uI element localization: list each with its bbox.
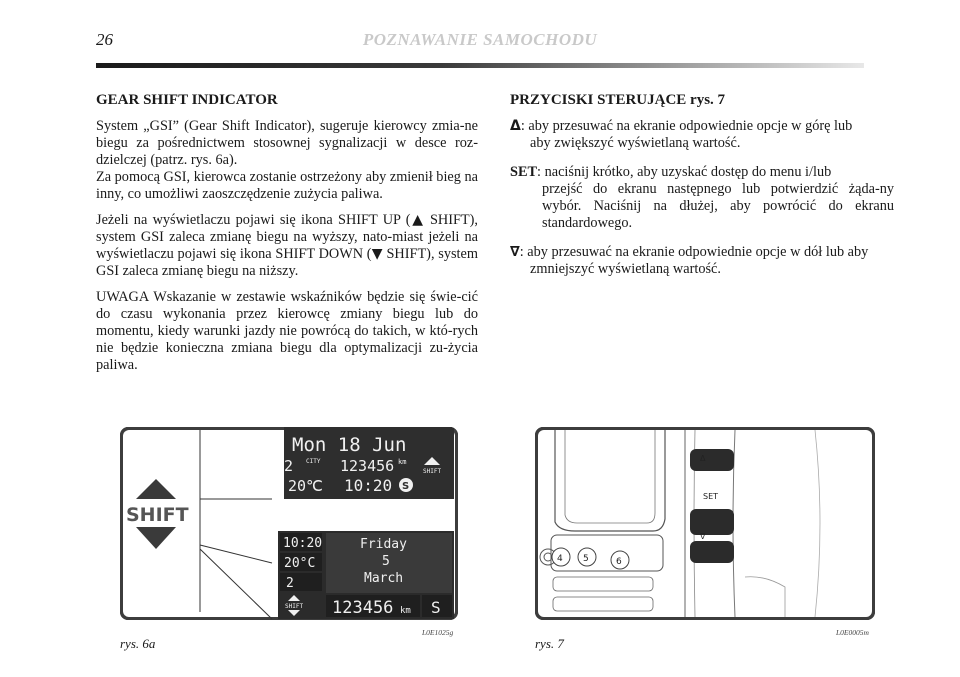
bottom-day: Friday [360, 537, 407, 552]
arrow-up-icon: ▲ [410, 212, 425, 228]
set-text: : naciśnij krótko, aby uzyskać dostęp do menu i/lub [537, 164, 832, 180]
top-gear: 2 [284, 457, 294, 475]
down-button-label: ∇ [700, 532, 706, 541]
header-rule [96, 63, 864, 68]
top-date: Mon 18 Jun [292, 434, 407, 456]
gsi-note: UWAGA Wskazanie w zestawie wskaźników będzie się świe-cić do czasu wykonania przez kierowcę zmiany biegu lub do momentu, kiedy warunki jazdy nie powrócą do takich, w któ-rych nie będzie konieczna zmiana biegu dla optymalizacji zu-życia paliwa. [96, 289, 478, 373]
shift-text-a: Jeżeli na wyświetlaczu pojawi się ikona SHIFT UP ( [96, 212, 411, 228]
top-city: CITY [306, 458, 321, 465]
figure-7 [535, 427, 875, 620]
down-triangle-icon: ∇ [510, 244, 520, 260]
bottom-s: S [431, 598, 441, 617]
item-up [510, 118, 894, 152]
caption-7: rys. 7 [535, 636, 564, 651]
knob-6: 6 [616, 557, 622, 567]
item-down [510, 244, 894, 278]
bottom-time: 10:20 [283, 536, 323, 551]
set-button[interactable] [690, 509, 734, 535]
down-text: : aby przesuwać na ekranie odpowiednie opcje w dół lub aby [519, 244, 869, 260]
shift-text-b: SHIFT), system GSI zaleca zmianę biegu na wyższy, nato-miast jeżeli na wyświetlaczu pojawi się ikona SHIFT DOWN ( [96, 212, 478, 262]
gsi-intro [96, 118, 478, 203]
knob-4: 4 [557, 554, 563, 564]
code-6a: L0E1025g [422, 628, 454, 637]
control-buttons-illustration [535, 427, 875, 620]
code-7: L0E0005m [836, 628, 869, 637]
up-triangle-icon: Δ [510, 118, 521, 134]
bottom-temp: 20°C [284, 556, 316, 571]
instrument-panel-illustration [120, 427, 458, 620]
up-text: : aby przesuwać na ekranie odpowiednie opcje w górę lub [520, 118, 853, 134]
bottom-gear: 2 [286, 576, 294, 591]
shift-text-c: SHIFT), system GSI zaleca zmianę biegu na niższy. [96, 246, 478, 279]
page-number: 26 [96, 30, 113, 49]
up-text-cont: aby zwiększyć wyświetlaną wartość. [530, 135, 741, 151]
set-text-cont: przejść do ekranu następnego lub potwierdzić żąda-ny wybór. Naciśnij na dłużej, aby powrócić do ekranu standardowego. [542, 181, 894, 231]
bottom-km: km [400, 606, 411, 616]
gsi-heading: GEAR SHIFT INDICATOR [96, 92, 278, 108]
s-badge-text: S [402, 481, 410, 492]
item-set [510, 164, 894, 232]
up-button[interactable] [690, 449, 734, 471]
gsi-shift-paragraph [96, 212, 478, 280]
gsi-intro-text: System „GSI” (Gear Shift Indicator), sugeruje kierowcy zmia-ne biegu za pośrednictwem stosownej sygnalizacji w desce roz-dzielczej (patrz. rys. 6a). [96, 118, 478, 168]
shift-label: SHIFT [126, 504, 189, 526]
section-title: POZNAWANIE SAMOCHODU [362, 30, 598, 49]
top-temp: 20℃ [288, 477, 323, 495]
gsi-intro-text-2: Za pomocą GSI, kierowca zostanie ostrzeżony aby zmienił bieg na inny, co umożliwi zaoszczędzenie zużycia paliwa. [96, 169, 478, 202]
caption-6a: rys. 6a [120, 636, 156, 651]
bottom-date-num: 5 [382, 554, 390, 569]
set-label: SET [510, 164, 538, 180]
top-km: km [398, 458, 407, 466]
controls-heading: PRZYCISKI STERUJĄCE rys. 7 [510, 92, 726, 108]
arrow-down-icon: ▼ [371, 246, 383, 262]
right-column [510, 92, 894, 290]
set-button-label: SET [703, 492, 719, 501]
top-shift-label: SHIFT [423, 468, 442, 475]
top-time: 10:20 [344, 476, 393, 495]
down-text-cont: zmniejszyć wyświetlaną wartość. [530, 261, 721, 277]
knob-5: 5 [583, 554, 589, 564]
figure-6a [120, 427, 458, 620]
bottom-shift-label: SHIFT [285, 603, 304, 610]
bottom-month: March [364, 571, 404, 586]
bottom-odometer: 123456 [332, 598, 394, 618]
up-button-label: Δ [700, 454, 706, 463]
left-column [96, 92, 478, 383]
top-odometer: 123456 [340, 457, 395, 475]
down-button[interactable] [690, 541, 734, 563]
